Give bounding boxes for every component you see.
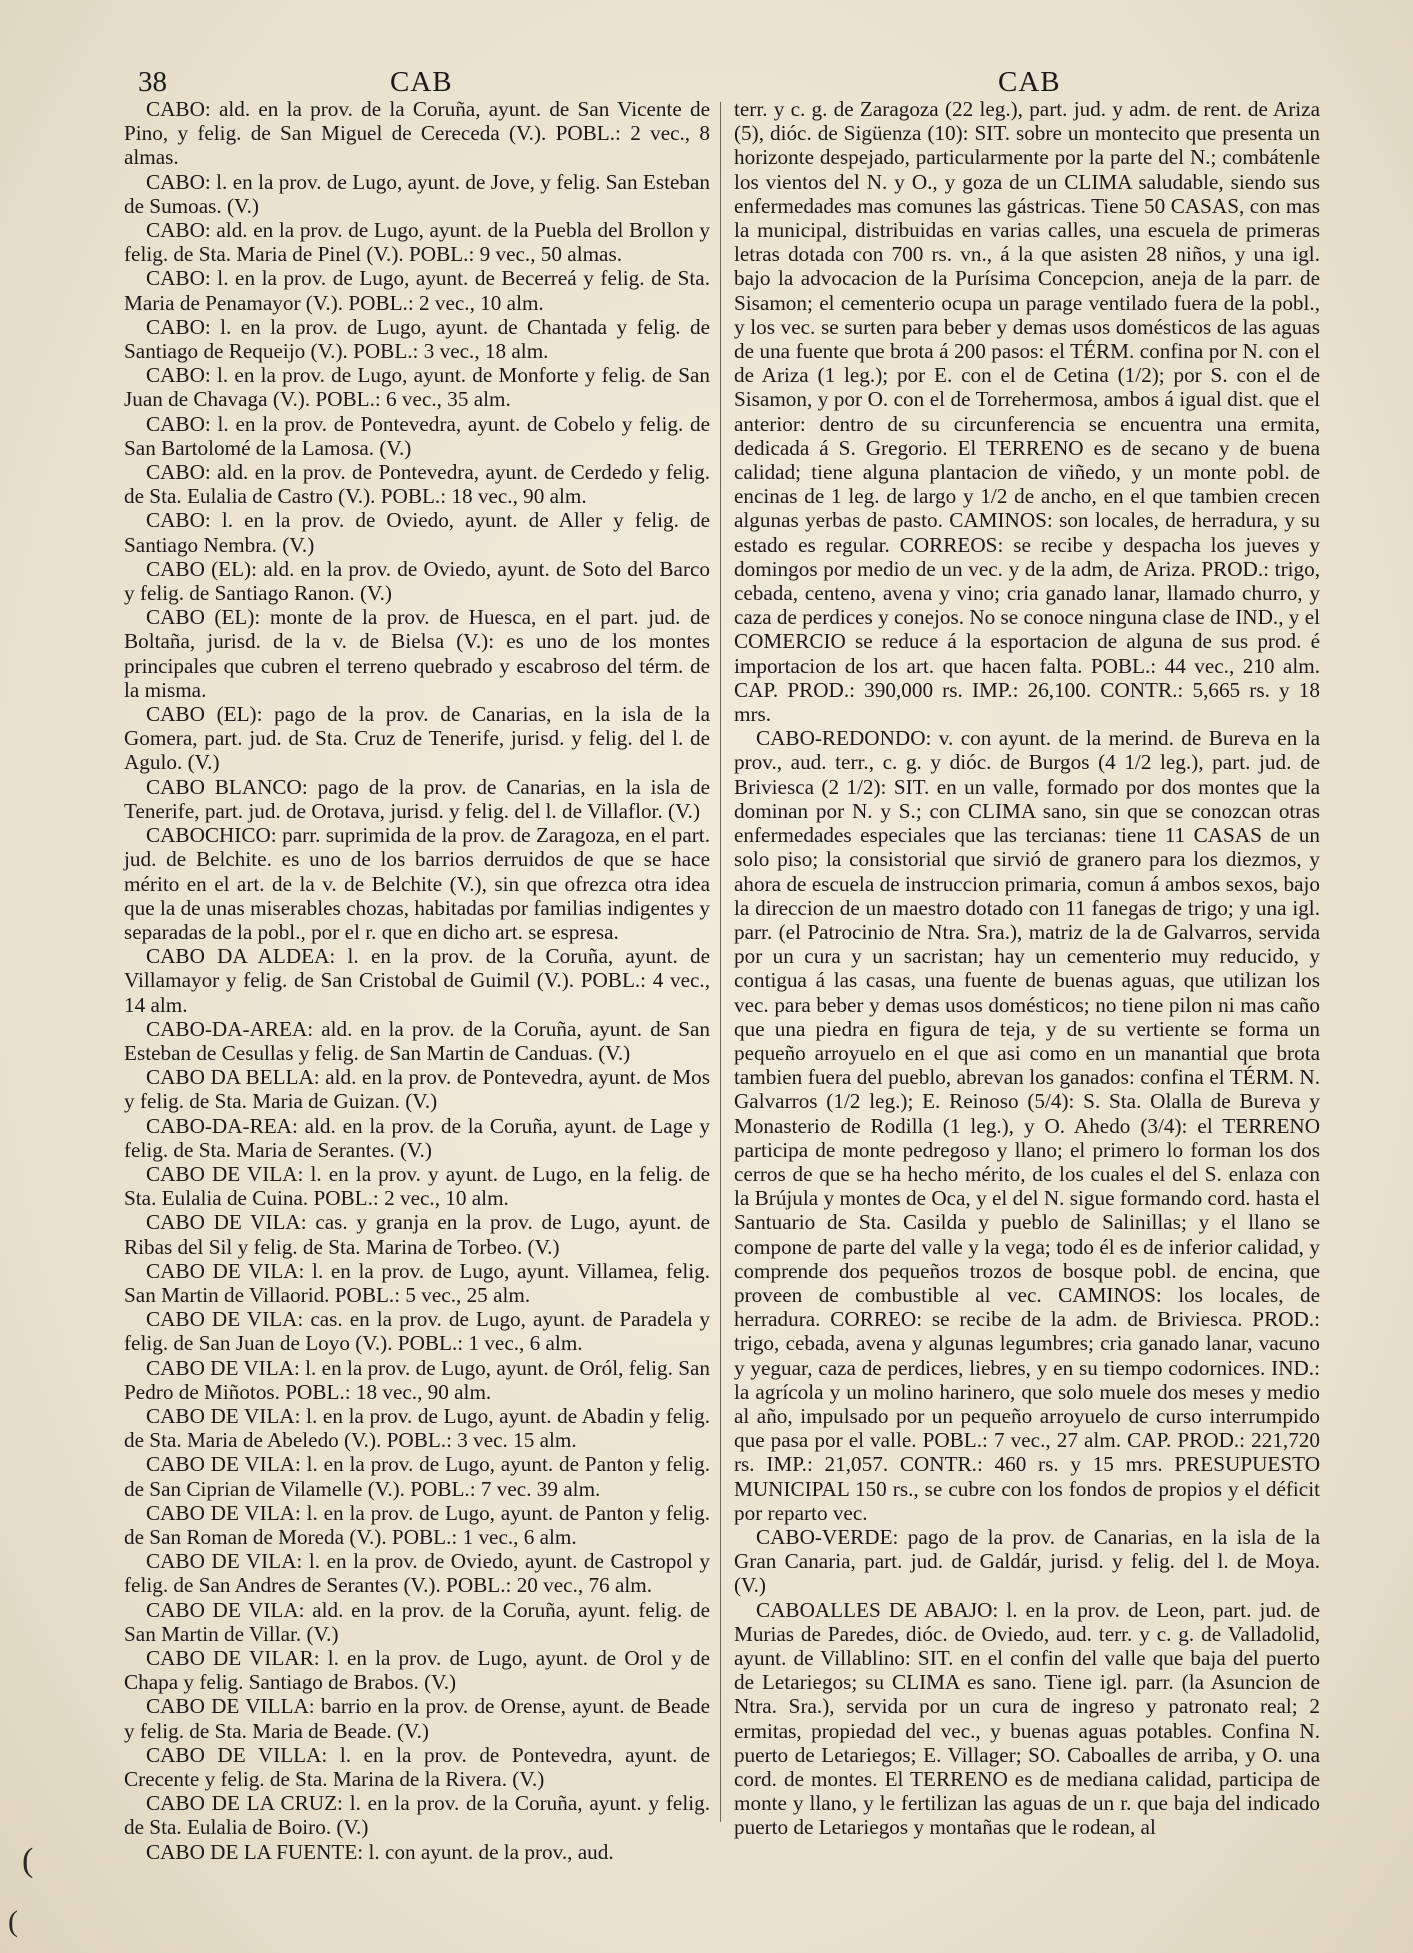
entry-continuation: terr. y c. g. de Zaragoza (22 leg.), part. jud. y adm. de rent. de Ariza (5), dióc. de Sigüenza (10): SIT. sobre un montecito que presenta un horizonte despejado, particularmente por la parte del N.; combátenle los vientos del N. y O., y goza de un CLIMA saludable, siendo sus enfermedades mas comunes las gástricas. Tiene 50 CASAS, con mas la municipal, distribuidas en varias calles, una escuela de primeras letras dotada con 700 rs. vn., á la que asisten 28 niños, y una igl. bajo la advocacion de la Purísima Concepcion, aneja de la parr. de Sisamon; el cementerio ocupa un parage ventilado fuera de la pobl., y los vec. se surten para beber y demas usos domésticos de las aguas de una fuente que brota á 200 pasos: el TÉRM. confina por N. con el de Ariza (1 leg.); por E. con el de Cetina (1/2); por S. con el de Sisamon, y por O. con el de Torrehermosa, ambos á igual dist. que el anterior: dentro de su circunferencia se encuentra una ermita, dedicada á S. Gregorio. El TERRENO es de secano y de buena calidad; tiene alguna plantacion de viñedo, y un monte pobl. de encinas de 1 leg. de largo y 1/2 de ancho, en el que tambien crecen algunas yerbas de pasto. CAMINOS: son locales, de herradura, y su estado es regular. CORREOS: se recibe y despacha los jueves y domingos por medio de un vec. y de la adm, de Ariza. PROD.: trigo, cebada, centeno, avena y vino; cria ganado lanar, llamado churro, y caza de perdices y conejos. No se conoce ninguna clase de IND., y el COMERCIO se reduce á la esportacion de alguna de sus prod. é importacion de los art. que hacen falta. POBL.: 44 vec., 210 alm. CAP. PROD.: 390,000 rs. IMP.: 26,100. CONTR.: 5,665 rs. y 18 mrs. bbox=[734, 97, 1320, 727]
entry: CABOALLES DE ABAJO: l. en la prov. de Leon, part. jud. de Murias de Paredes, dióc. de Oviedo, aud. terr. y c. g. de Valladolid, ayunt. de Villablino: SIT. en el confin del valle que baja del puerto de Letariegos; su CLIMA es sano. Tiene igl. parr. (la Asuncion de Ntra. Sra.), servida por un cura de ingreso y patronato real; 2 ermitas, propiedad del vec., y buenas aguas potables. Confina N. puerto de Letariegos; E. Villager; SO. Caboalles de arriba, y O. una cord. de montes. El TERRENO es de mediana calidad, participa de monte y llano, y le fertilizan las aguas de un r. que baja del indicado puerto de Letariegos y montañas que le rodean, al bbox=[734, 1597, 1320, 1840]
column-divider bbox=[720, 102, 721, 1822]
entry: CABO DE VILA: ald. en la prov. de la Coruña, ayunt. felig. de San Martin de Villar. (V.) bbox=[124, 1597, 710, 1646]
entry: CABO DA BELLA: ald. en la prov. de Pontevedra, ayunt. de Mos y felig. de Sta. Maria de Guizan. (V.) bbox=[124, 1065, 710, 1114]
margin-mark: ( bbox=[8, 1905, 18, 1938]
entry: CABO DE VILA: l. en la prov. de Lugo, ayunt. de Oról, felig. San Pedro de Miñotos. POBL.: 18 vec., 90 alm. bbox=[124, 1355, 710, 1404]
entry: CABO DE VILA: cas. y granja en la prov. de Lugo, ayunt. de Ribas del Sil y felig. de Sta. Marina de Torbeo. (V.) bbox=[124, 1210, 710, 1259]
entry: CABO (EL): monte de la prov. de Huesca, en el part. jud. de Boltaña, jurisd. de la v. de Bielsa (V.): es uno de los montes principales que cubren el terreno quebrado y escabroso del térm. de la misma. bbox=[124, 605, 710, 702]
entry: CABO DE LA FUENTE: l. con ayunt. de la prov., aud. bbox=[146, 1839, 614, 1864]
entry: CABO DE VILLA: barrio en la prov. de Orense, ayunt. de Beade y felig. de Sta. Maria de Beade. (V.) bbox=[124, 1694, 710, 1743]
entry: CABO-DA-REA: ald. en la prov. de la Coruña, ayunt. de Lage y felig. de Sta. Maria de Serantes. (V.) bbox=[124, 1113, 710, 1162]
entry: CABO: l. en la prov. de Pontevedra, ayunt. de Cobelo y felig. de San Bartolomé de la Lamosa. (V.) bbox=[124, 411, 710, 460]
entry: CABO (EL): pago de la prov. de Canarias, en la isla de la Gomera, part. jud. de Sta. Cruz de Tenerife, jurisd. y felig. del l. de Agulo. (V.) bbox=[124, 702, 710, 775]
entry: CABO: ald. en la prov. de Lugo, ayunt. de la Puebla del Brollon y felig. de Sta. Maria de Pinel (V.). POBL.: 9 vec., 50 almas. bbox=[124, 218, 710, 267]
running-header bbox=[128, 60, 1328, 100]
left-running-head: CAB bbox=[390, 66, 453, 98]
entry: CABO: ald. en la prov. de Pontevedra, ayunt. de Cerdedo y felig. de Sta. Eulalia de Castro (V.). POBL.: 18 vec., 90 alm. bbox=[124, 460, 710, 509]
entry: CABO: ald. en la prov. de la Coruña, ayunt. de San Vicente de Pino, y felig. de San Miguel de Cereceda (V.). POBL.: 2 vec., 8 almas. bbox=[124, 97, 710, 170]
entry: CABO: l. en la prov. de Oviedo, ayunt. de Aller y felig. de Santiago Nembra. (V.) bbox=[124, 508, 710, 557]
entry: CABO DE VILA: l. en la prov. de Oviedo, ayunt. de Castropol y felig. de San Andres de Serantes (V.). POBL.: 20 vec., 76 alm. bbox=[124, 1549, 710, 1598]
entry: CABO DE VILA: l. en la prov. de Lugo, ayunt. Villamea, felig. San Martin de Villaorid. POBL.: 5 vec., 25 alm. bbox=[124, 1258, 710, 1307]
entry: CABO DE VILA: l. en la prov. de Lugo, ayunt. de Abadin y felig. de Sta. Maria de Abeledo (V.). POBL.: 3 vec. 15 alm. bbox=[124, 1403, 710, 1453]
entry: CABO DE VILA: l. en la prov. y ayunt. de Lugo, en la felig. de Sta. Eulalia de Cuina. POBL.: 2 vec., 10 alm. bbox=[124, 1161, 710, 1211]
entry: CABO-VERDE: pago de la prov. de Canarias, en la isla de la Gran Canaria, part. jud. de Galdár, jurisd. y felig. del l. de Moya. (V.) bbox=[734, 1524, 1320, 1598]
entry: CABO: l. en la prov. de Lugo, ayunt. de Monforte y felig. de San Juan de Chavaga (V.). POBL.: 6 vec., 35 alm. bbox=[124, 363, 710, 412]
entry: CABO-DA-AREA: ald. en la prov. de la Coruña, ayunt. de San Esteban de Cesullas y felig. de San Martin de Canduas. (V.) bbox=[124, 1016, 710, 1065]
entry: CABO DE VILA: l. en la prov. de Lugo, ayunt. de Panton y felig. de San Roman de Moreda (V.). POBL.: 1 vec., 6 alm. bbox=[124, 1500, 710, 1549]
entry: CABO (EL): ald. en la prov. de Oviedo, ayunt. de Soto del Barco y felig. de Santiago Ranon. (V.) bbox=[124, 556, 710, 606]
entry: CABO: l. en la prov. de Lugo, ayunt. de Jove, y felig. San Esteban de Sumoas. (V.) bbox=[124, 169, 710, 218]
entry: CABO DE VILA: l. en la prov. de Lugo, ayunt. de Panton y felig. de San Ciprian de Vilamelle (V.). POBL.: 7 vec. 39 alm. bbox=[124, 1452, 710, 1501]
entry: CABOCHICO: parr. suprimida de la prov. de Zaragoza, en el part. jud. de Belchite. es uno de los barrios derruidos de que se hace mérito en el art. de la v. de Belchite (V.), sin que ofrezca otra idea que la de unas miserables chozas, habitadas por familias indigentes y separadas de la pobl., por el r. que en dicho art. se espresa. bbox=[124, 823, 710, 944]
entry: CABO BLANCO: pago de la prov. de Canarias, en la isla de Tenerife, part. jud. de Orotava, jurisd. y felig. del l. de Villaflor. (V.) bbox=[124, 774, 710, 823]
left-column bbox=[124, 97, 710, 1864]
entry: CABO DE VILAR: l. en la prov. de Lugo, ayunt. de Orol y de Chapa y felig. Santiago de Brabos. (V.) bbox=[124, 1646, 710, 1695]
entry: CABO DE LA CRUZ: l. en la prov. de la Coruña, ayunt. y felig. de Sta. Eulalia de Boiro. (V.) bbox=[124, 1791, 710, 1840]
entry: CABO DE VILLA: l. en la prov. de Pontevedra, ayunt. de Crecente y felig. de Sta. Marina de la Rivera. (V.) bbox=[124, 1742, 710, 1792]
entry: CABO DA ALDEA: l. en la prov. de la Coruña, ayunt. de Villamayor y felig. de San Cristobal de Guimil (V.). POBL.: 4 vec., 14 alm. bbox=[124, 944, 710, 1017]
entry: CABO DE VILA: cas. en la prov. de Lugo, ayunt. de Paradela y felig. de San Juan de Loyo (V.). POBL.: 1 vec., 6 alm. bbox=[124, 1307, 710, 1356]
right-column bbox=[734, 97, 1320, 1840]
entry: CABO: l. en la prov. de Lugo, ayunt. de Becerreá y felig. de Sta. Maria de Penamayor (V.). POBL.: 2 vec., 10 alm. bbox=[124, 266, 710, 315]
entry: CABO-REDONDO: v. con ayunt. de la merind. de Bureva en la prov., aud. terr., c. g. y dióc. de Burgos (4 1/2 leg.), part. jud. de Briviesca (2 1/2): SIT. en un valle, formado por dos montes que la dominan por N. y S.; con CLIMA sano, sin que se conozcan otras enfermedades especiales que las tercianas: tiene 11 CASAS de un solo piso; la consistorial que sirvió de granero para los diezmos, y ahora de escuela de instruccion primaria, comun á ambos sexos, bajo la direccion de un maestro dotado con 11 fanegas de trigo; y una igl. parr. (el Patrocinio de Ntra. Sra.), matriz de la de Galvarros, servida por un cura y un sacristan; hay un cementerio muy reducido, y contigua á las casas, una fuente de buenas aguas, que utilizan los vec. para beber y demas usos domésticos; no tiene pilon ni mas caño que una piedra en figura de teja, y de su vertiente se forma un pequeño arroyuelo en el que asi como en un manantial que brota tambien fuera del pueblo, abrevan los ganados: confina el TÉRM. N. Galvarros (1/2 leg.); E. Reinoso (5/4): S. Sta. Olalla de Bureva y Monasterio de Rodilla (1 leg.), y O. Ahedo (3/4): el TERRENO participa de monte pedregoso y llano; el primero lo forman los dos cerros de que se ha hecho mérito, de los cuales el del S. enlaza con la Brújula y montes de Oca, y el del N. sigue formando cord. hasta el Santuario de Sta. Casilda y pueblo de Salinillas; y el llano se compone de parte del valle y la vega; todo él es de inferior calidad, y comprende dos pequeños trozos de bosque pobl. de encina, que proveen de combustible al vec. CAMINOS: los locales, de herradura. CORREO: se recibe de la adm. de Briviesca. PROD.: trigo, cebada, avena y algunas legumbres; cria ganado lanar, vacuno y yeguar, caza de perdices, liebres, y en su tiempo codornices. IND.: la agrícola y un molino harinero, que solo muele dos meses y medio al año, impulsado por un pequeño arroyuelo de curso interrumpido que pasa por el valle. POBL.: 7 vec., 27 alm. CAP. PROD.: 221,720 rs. IMP.: 21,057. CONTR.: 460 rs. y 15 mrs. PRESUPUESTO MUNICIPAL 150 rs., se cubre con los fondos de propios y el déficit por reparto vec. bbox=[734, 726, 1320, 1525]
page-number: 38 bbox=[138, 66, 167, 98]
entry: CABO: l. en la prov. de Lugo, ayunt. de Chantada y felig. de Santiago de Requeijo (V.). POBL.: 3 vec., 18 alm. bbox=[124, 314, 710, 364]
right-running-head: CAB bbox=[998, 66, 1061, 98]
margin-mark: ( bbox=[22, 1842, 34, 1879]
